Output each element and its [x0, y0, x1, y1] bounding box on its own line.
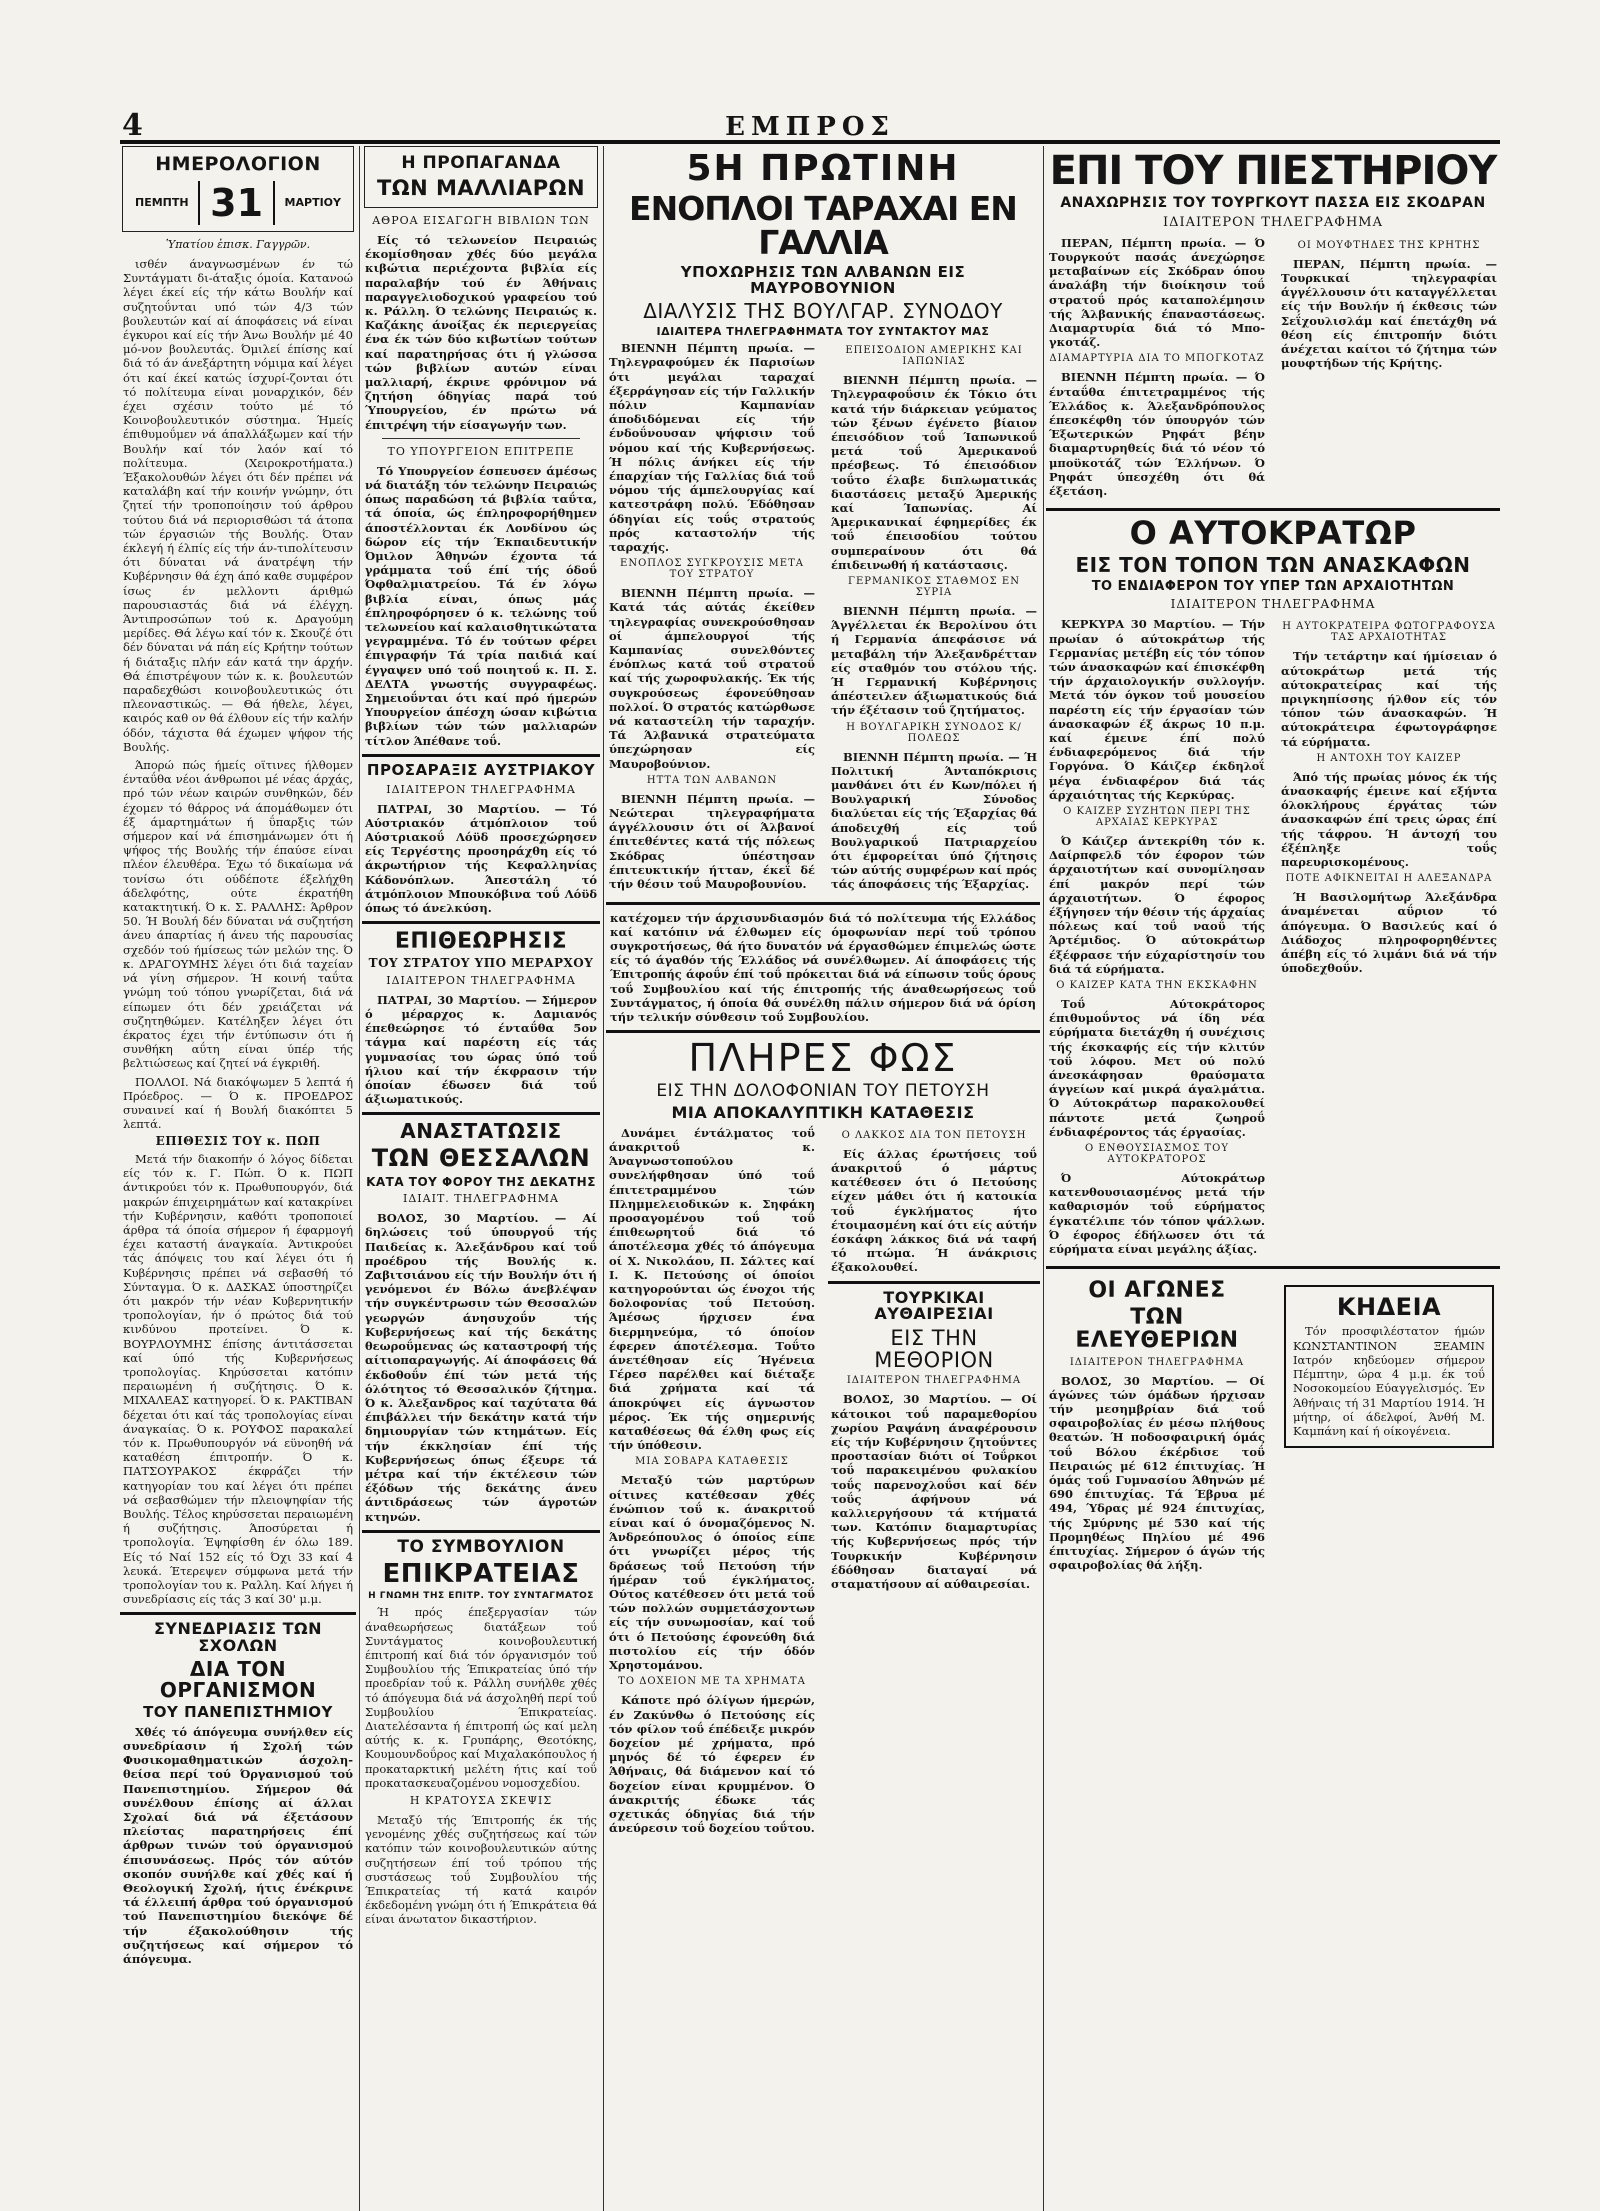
america-text: ΒΙΕΝΝΗ Πέμπτη πρωία. — Τηλεγραφοΰσιν έκ Τόκιο ότι κατά τήν διάρκειαν γεύματος τών ξένων έγένετο βίαιον έπεισόδιον τοΰ Ίαπωνικοΰ μετά τοΰ Άμερικανοΰ πρέσβεως. Τό έπεισόδιον τοΰτο έλαβε διπλωματικάς διαστάσεις μεταξύ Άμερικής καί Ίαπωνίας. Αί Άμερικανικαί έφημερίδες έκ τοΰ έπεισοδίου τούτου συμπεραίνουν ότι θά έπιδεινωθή ή κατάστασις.	[831, 373, 1037, 572]
enthusiasm-text: Ό Αύτοκράτωρ κατενθουσιασμένος μετά τήν καθαρισμόν τοΰ εύρήματος έγκατέλιπε τόν τόπον ψάλλων. Ό έφορος έδήλωσεν ότι τά εύρήματα είναι μεγάλης άξίας.	[1049, 1171, 1265, 1257]
reply-text: Άπό τής πρωίας μόνος έκ τής άνασκαφής έμεινε καί εξήντα όλοκλήρους έργάτας τών άνασκαφών έπί τρεις ώρας έπί τής τάφρου. Ή άντοχή του έξέπληξε τοΰς παρευρισκομένους.	[1281, 769, 1497, 870]
petousis-text: Δυνάμει έντάλματος τοΰ άνακριτοΰ κ. Άναγνωστοπούλου συνελήφθησαν ύπό τοΰ έπιτετραμμένου τών Πλημμελειοδικών κ. Σηφάκη προσαγομένου τοΰ τοΰ έπιθεωρητοΰ διά τό άποτέλεσμα χθές τό άπόγευμα οί Χ. Νικολάου, Π. Σάλτες καί Ι. Κ. Πετούσης οί όποίοι κατηγορούνται ώς ένοχοι τής δολοφονίας τοΰ Πετούση. Άμέσως ήρχισεν ένα διερμηνεύμα, τό όποίον έφερεν άποτέλεσμα. Τοΰτο άνετέθησαν είς Ήγένεια Γέρεσ παρέλθει καί διέταξε διά χρήματα καί τά άποκρύψει είς άγνωστον μέρος. Έκ τής σημερινής καταθέσεως θά έλθη φως είς τήν ύπόθεσιν.	[609, 1125, 815, 1453]
france-text: ΒΙΕΝΝΗ Πέμπτη πρωία. — Τηλεγραφούμεν έκ Παρισίων ότι μεγάλαι ταραχαί έξερράγησαν είς τήν Γαλλικήν πόλιν Καμπανίαν άποδιδόμεναι είς τήν ένδοΰνουσαν ψήφισιν τοΰ νόμου καί τής Κυβερνήσεως. Ή πόλις άνήκει είς τήν έπαρχίαν τής Γαλλίας διά τοΰ νόμου τής άμπελουργίας καί κατεστράφη πολύ. Έδόθησαν όδηγίαι είς τοΰς στρατούς πρός καταστολήν τής ταραχής.	[609, 341, 815, 554]
section-heading: ΕΠΙΚΡΑΤΕΙΑΣ	[382, 1558, 580, 1589]
divider	[362, 921, 600, 924]
section-subheading: Η ΒΟΥΛΓΑΡΙΚΗ ΣΥΝΟΔΟΣ Κ/ΠΟΛΕΩΣ	[846, 721, 1022, 744]
section-subheading: Ο ΚΑΙΖΕΡ ΣΥΖΗΤΩΝ ΠΕΡΙ ΤΗΣ ΑΡΧΑΙΑΣ ΚΕΡΚΥΡΑΣ	[1063, 806, 1251, 829]
section-heading: ΤΟΥΡΚΙΚΑΙ ΑΥΘΑΙΡΕΣΙΑΙ	[874, 1287, 994, 1324]
section-subheading: ΙΔΙΑΙΤΕΡΟΝ ΤΗΛΕΓΡΑΦΗΜΑ	[386, 973, 576, 987]
section-subheading: ΙΔΙΑΙΤΕΡΟΝ ΤΗΛΕΓΡΑΦΗΜΑ	[1170, 597, 1376, 612]
section-subheading: ΙΔΙΑΙΤΕΡΟΝ ΤΗΛΕΓΡΑΦΗΜΑ	[386, 782, 576, 796]
text-column	[828, 341, 1040, 896]
section-heading: ΤΟΥ ΠΑΝΕΠΙΣΤΗΜΙΟΥ	[143, 1703, 333, 1722]
section-heading: ΤΩΝ ΜΑΛΛΙΑΡΩΝ	[376, 175, 586, 200]
funeral-heading: ΚΗΔΕΙΑ	[1336, 1293, 1442, 1322]
kicker-headline: 5Η ΠΡΩΤΙΝΗ	[686, 148, 960, 189]
section-subheading: Ο ΚΑΙΖΕΡ ΚΑΤΑ ΤΗΝ ΕΚΣΚΑΦΗΝ	[1056, 980, 1258, 992]
masthead-rule	[120, 140, 1500, 144]
section-subheading: ΔΙΑΜΑΡΤΥΡΙΑ ΔΙΑ ΤΟ ΜΠΟΓΚΟΤΑΖ	[1049, 353, 1265, 365]
council-continued-text: κατέχομεν τήν άρχισυνδιασμόν διά τό πολίτευμα τής Ελλάδος καί κατόπιν νά έλθωμεν είς όμοφωνίαν περί τοΰ τρόπου συγκροτήσεως, θά ήτο δυνατόν νά έργασθώμεν έπιμελώς ώστε είς τό άγαθόν τής Έλλάδος νά συνέλθωμεν. Αί άποφάσεις τής Έπιτροπής άφοΰν έπί τοΰ πρόκειται διά νά είπωσιν τοΰς όρους τοΰ Συμβουλίου καί τής έπιτροπής τής άναθεωρήσεως τοΰ Συντάγματος, ή όποία θά συνέλθη πάλιν σήμερον διά νά όρίση τήν τελικήν σύνθεσιν τοΰ Συμβουλίου.	[610, 910, 1036, 1025]
section-subheading: Η ΑΝΤΟΧΗ ΤΟΥ ΚΑΙΖΕΡ	[1316, 752, 1462, 764]
section-heading: ΔΙΑ ΤΟΝ ΟΡΓΑΝΙΣΜΟΝ	[159, 1657, 317, 1703]
text-column	[606, 1126, 818, 1840]
section-heading: ΤΟΥ ΣΤΡΑΤΟΥ ΥΠΟ ΜΕΡΑΡΧΟΥ	[368, 956, 594, 971]
corfu-text: ΚΕΡΚΥΡΑ 30 Μαρτίου. — Τήν πρωίαν ό αύτοκράτωρ τής Γερμανίας μετέβη είς τόν τόπον τών άνασκαφών καί έπισκέφθη τήν άρχαιολογικήν συλλογήν. Μετά τόν όγκον τοΰ μουσείου παρέστη είς τήν έργασίαν τών άνασκαφών έξ άκρως 10 π.μ. καί έμεινε έπί πολύ ένδιαφερόμενος διά τήν Γοργόνα. Ό Κάιζερ έκδηλοΐ μέγα ένδιαφέρον διά τάς άρχαιότητας τής Κερκύρας.	[1049, 617, 1265, 802]
petousis-headline: ΠΛΗΡΕΣ ΦΩΣ	[688, 1036, 958, 1081]
german-text: ΒΙΕΝΝΗ Πέμπτη πρωία. — Άγγέλλεται έκ Βερολίνου ότι ή Γερμανία άπεφάσισε νά μεταβάλη τήν Άλεξανδρέτταν είς σταθμόν του στόλου τής. Ή Γερμανική Κυβέρνησις άπέστειλεν άξιωματικούς διά τήν έξέτασιν τοΰ ζητήματος.	[831, 603, 1037, 718]
inspection-text: ΠΑΤΡΑΙ, 30 Μαρτίου. — Σήμερον ό μέραρχος κ. Δαμιανός έπεθεώρησε τό ένταΰθα 5ον τάγμα καί παρέστη είς τάς γυμνασίας του ώρας ύπό τοΰ ήλιου καί τήν έκφρασιν τήν όποίαν έδωσεν διά τοΰ άξιωματικούς.	[365, 992, 597, 1107]
divider	[1046, 1266, 1500, 1269]
section-subheading: Η ΚΡΑΤΟΥΣΑ ΣΚΕΨΙΣ	[409, 1793, 553, 1807]
section-subheading: ΤΟ ΔΟΧΕΙΟΝ ΜΕ ΤΑ ΧΡΗΜΑΤΑ	[618, 1676, 806, 1688]
section-heading: ΠΡΟΣΑΡΑΞΙΣ ΑΥΣΤΡΙΑΚΟΥ	[366, 760, 596, 779]
divider	[362, 754, 600, 757]
column-5-6	[1046, 146, 1500, 2211]
calendar-month: ΜΑΡΤΙΟΥ	[284, 196, 341, 210]
text-column	[1278, 236, 1500, 502]
divider	[362, 1112, 600, 1115]
two-column-text	[1046, 617, 1500, 1260]
section-heading: ΑΝΑΣΤΑΤΩΣΙΣ	[400, 1119, 562, 1144]
section-subheading: ΕΝΟΠΛΟΣ ΣΥΓΚΡΟΥΣΙΣ ΜΕΤΑ ΤΟΥ ΣΤΡΑΤΟΥ	[620, 558, 804, 581]
photographer-text: Τήν τετάρτην καί ήμίσειαν ό αύτοκράτωρ μετά τής αύτοκρατείρας καί τής πριγκηπίσσης ήλθον είς τόν τόπον τών άνασκαφών. Ή αύτοκράτειρα έφωτογράφησε τά εύρήματα.	[1281, 649, 1497, 749]
pera-text: ΠΕΡΑΝ, Πέμπτη πρωία. — Ό Τουργκούτ πασάς άνεχώρησε μεταβαίνων είς Σκόδραν όπου άναλάβη τήν διοίκησιν τοΰ στρατοΰ πρός καταπολέμησιν τής Άλβανικής έπαναστάσεως. Διαμαρτυρία διά τό Μπο-γκοτάζ.	[1049, 235, 1265, 350]
contests-text: ΒΟΛΟΣ, 30 Μαρτίου. — Οί άγώνες τών όμάδων ήρχισαν τήν μεσημβρίαν διά τοΰ σφαιροβολίας έν μέσω πλήθους θεατών. Ή ποδοσφαιρική όμάς τοΰ Βόλου έκέρδισε τοΰ Πειραιώς μέ 612 έπιτυχίας. Ή όμάς τοΰ Γυμνασίου Άθηνών μέ 690 έπιτυχίας. Τά Έβρυα μέ 494, Ύδρας μέ 924 έπιτυχίας, τής Σμύρνης μέ 530 καί τής Προμηθέως Πηλίου μέ 496 έπιτυχίας. Σήμερον ό άγών τής σφαιροβολίας θά λήξη.	[1049, 1373, 1265, 1573]
text-column	[828, 1126, 1040, 1840]
lakkos-text: Είς άλλας έρωτήσεις τοΰ άνακριτοΰ ό μάρτυς κατέθεσεν ότι ό Πετούσης είχεν μάθει ότι ή κατοικία τοΰ έγκλήματος ήτο έτοιμασμένη καί ότι είς αύτήν έσκάφη λάκκος διά νά ταφή τό πτώμα. Ή άνάκρισις έξακολουθεί.	[831, 1146, 1037, 1275]
column-rule	[603, 146, 604, 2211]
ministry-text: Τό Υπουργείον έσπευσεν άμέσως νά διατάξη τόν τελώνην Πειραιώς όπως παραδώση τά βιβλία ταΰτα, τά όποία, ώς έπληροφορήθημεν άποστέλλονται έκ Λονδίνου ώς δώρον είς τήν Έκπαιδευτικήν Όμιλον Άθηνών έχοντα τά γράμματα τοΰ έπί τής όδοΰ Όφθαλμιατρείου. Τά έν λόγω βιβλία είναι, όπως μάς έπληροφόρησεν ό κ. τελώνης τοΰ τελωνείου καί καλαισθητικώτατα γεγραμμένα. Τό έν τούτων φέρει έπιγραφήν Τά τρία παιδιά καί έγγαψεν υπό τοΰ ποιητοΰ κ. Π. Σ. ΔΕΛΤΑ γνωστής συγγραφέως. Σημειοΰνται ότι καί πρό ήμερών Υπουργείον άπέσχη ώσαν κιβώτια βιβλίων τών τών μαλλιαρών τίτλον Άπέθανε τοΰ.	[365, 463, 597, 748]
emperor-headline: Ο ΑΥΤΟΚΡΑΤΩΡ	[1129, 514, 1417, 553]
divider	[828, 1281, 1040, 1284]
saint-of-day: Ὑπατίου ἐπισκ. Γαγγρῶν.	[165, 237, 311, 251]
calendar-box	[122, 146, 354, 232]
section-subheading: ΙΔΙΑΙΤΕΡΟΝ ΤΗΛΕΓΡΑΦΗΜΑ	[1163, 214, 1383, 230]
page-number: 4	[122, 108, 143, 143]
council-text: Ή πρός έπεξεργασίαν τών άναθεωρήσεως διατάξεων τοΰ Συντάγματος κοινοβουλευτική έπιτροπή καί διά τόν όργανισμόν τοΰ Συμβουλίου τής Έπικρατείας ύπό τήν προεδρίαν τοΰ κ. Ράλλη συνήλθε χθές τό άπόγευμα διά νά άσχοληθή περί τοΰ Συμβουλίου Έπικρατείας. Διατελέσαντα ή έπιτροπή ώς καί μελη αύτής κ. κ. Γρυπάρης, Θεοτόκης, Κουμουνδοΰρος καί Μιχαλακόπουλος ή προκαταρκτική μελέτη ήτις καί τοΰ προκατασκευαζομένου νομοσχεδίου.	[365, 1605, 597, 1790]
deck: ΙΔΙΑΙΤΕΡΑ ΤΗΛΕΓΡΑΦΗΜΑΤΑ ΤΟΥ ΣΥΝΤΑΚΤΟΥ ΜΑΣ	[656, 324, 990, 338]
austria-text: ΠΑΤΡΑΙ, 30 Μαρτίου. — Τό Αύστριακόν άτμόπλοιον τοΰ Αύστριακοΰ Λόϋδ προσεχώρησεν είς Τεργέστης προσηράχθη είς τό άκρωτήριον τής Κεφαλληνίας Κάδονόπλων. Άπεστάλη τό άτμόπλοιον Μπουκόβινα τοΰ Λόϋδ όπως τό άνελκύση.	[365, 801, 597, 915]
mufti-text: ΠΕΡΑΝ, Πέμπτη πρωία. — Τουρκικαί τηλεγραφίαι άγγέλλουσιν ότι καταγγέλλεται είς τήν Βουλήν ή έκθεσις τών Σεΐχουλισλάμ καί έπετάχθη νά θέση είς έπιτροπήν διότι άνέχεται καίτοι τό ζήτημα τών μουφτήδων τής Κρήτης.	[1281, 256, 1497, 371]
main-headline: ΕΝΟΠΛΟΙ ΤΑΡΑΧΑΙ ΕΝ ΓΑΛΛΙΑ	[629, 188, 1017, 263]
section-subheading: Ο ΕΝΘΟΥΣΙΑΣΜΟΣ ΤΟΥ ΑΥΤΟΚΡΑΤΟΡΟΣ	[1085, 1143, 1229, 1166]
section-subheading: ΟΙ ΜΟΥΦΤΗΔΕΣ ΤΗΣ ΚΡΗΤΗΣ	[1297, 239, 1481, 251]
divider	[362, 1530, 600, 1533]
thessaly-text: ΒΟΛΟΣ, 30 Μαρτίου. — Αί δηλώσεις τοΰ ύπουργοΰ τής Παιδείας κ. Άλεξάνδρου καί τοΰ προέδρου τής Βουλής κ. Ζαβιτσιάνου είς τήν Βουλήν ότι ή γενόμενοι έν Βόλω άνεβλέψαν τήν συγκέντρωσιν τών Θεσσαλών γεωργών άνησυχοΰν τής Κυβερνήσεως καί τής δεκάτης θεωροΰμενας ώς καταστροφή τής αίτιοπαραγωγής. Αί άποφάσεις θά έκδοθοΰν έπί τών μετά τής όλότητος τό Θεσσαλικόν ζήτημα. Ό κ. Άλεξανδρος καί ταχύτατα θά έπιβάλλει τήν δεκάτην κατά τήν δημιουργίαν τών κτημάτων. Είς τήν έκκλησίαν έπί τής Κυβερνήσεως όπως έξευρε τά μέτρα καί τήν έκτέλεσιν τών έξόδων τής δεκάτης άνευ άντιδράσεως τών άγροτών κτηνών.	[365, 1211, 597, 1524]
funeral-notice	[1284, 1285, 1494, 1448]
text-column	[606, 341, 818, 896]
deck: ΔΙΑΛΥΣΙΣ ΤΗΣ ΒΟΥΛΓΑΡ. ΣΥΝΟΔΟΥ	[643, 298, 1003, 323]
two-column-text	[606, 341, 1040, 896]
section-subheading: ΙΔΙΑΙΤΕΡΟΝ ΤΗΛΕΓΡΑΦΗΜΑ	[846, 1375, 1022, 1387]
section-heading: ΤΩΝ ΕΛΕΥΘΕΡΙΩΝ	[1075, 1305, 1239, 1354]
two-column-text	[1046, 1275, 1500, 1576]
text-column	[1046, 1275, 1268, 1576]
section-subheading: ΙΔΙΑΙΤ. ΤΗΛΕΓΡΑΦΗΜΑ	[403, 1192, 559, 1206]
text-column	[1278, 617, 1500, 1260]
masthead	[120, 108, 1500, 142]
text-column	[1278, 1275, 1500, 1576]
section-heading: ΚΑΤΑ ΤΟΥ ΦΟΡΟΥ ΤΗΣ ΔΕΚΑΤΗΣ	[366, 1174, 596, 1189]
section-heading: ΕΙΣ ΤΗΝ ΜΕΘΟΡΙΟΝ	[874, 1326, 994, 1373]
kaiser-text: Ό Κάιζερ άντεκρίθη τόν κ. Δαίρπφελδ τόν έφορον τών άρχαιοτήτων καί συνομίλησαν έπί μακρόν περί τών άρχαιοτήτων. Ό έφορος έξήγησεν τήν θέσιν τής άρχαίας πόλεως καί τοΰ ναοΰ τής Άρτέμιδος. Ό αύτοκράτωρ έξέφρασε τήν εύχαρίστησίν του διά τά εύρήματα.	[1049, 834, 1265, 976]
serious-text: Μεταξύ τών μαρτύρων οίτινες κατέθεσαν χθές ένώπιον τοΰ κ. άνακριτοΰ είναι καί ό όνομαζόμενος Ν. Άνδρεόπουλος ό όποίος είπε ότι γνωρίζει μέρος τής δράσεως τοΰ Πετούση τήν ήμέραν τοΰ έγκλήματος. Ούτος κατέθεσεν ότι μετά τοΰ τών πολλών συμμετάσχοντων είς τήν συνωμοσίαν, καί τοΰ ότι ό Πετούσης έφονεύθη διά πιστολίου είς τήν όδόν Χρηστομάνου.	[609, 1473, 815, 1673]
parliament-pause: ΠΟΛΛΟΙ. Νά διακόψωμεν 5 λεπτά ή Πρόεδρος. — Ό κ. ΠΡΟΕΔΡΟΣ συναινεί καί ή Βουλή διακόπτει 5 λεπτά.	[123, 1074, 353, 1132]
section-subheading: ΗΤΤΑ ΤΩΝ ΑΛΒΑΝΩΝ	[646, 774, 778, 786]
calendar-title: ΗΜΕΡΟΛΟΓΙΟΝ	[155, 153, 321, 175]
column-rule	[1043, 146, 1044, 2211]
text-column	[1046, 617, 1268, 1260]
two-column-text	[606, 1126, 1040, 1840]
section-subheading: ΤΟ ΥΠΟΥΡΓΕΙΟΝ ΕΠΙΤΡΕΠΕ	[387, 444, 575, 458]
press-deck: ΑΝΑΧΩΡΗΣΙΣ ΤΟΥ ΤΟΥΡΓΚΟΥΤ ΠΑΣΣΑ ΕΙΣ ΣΚΟΔΡΑΝ	[1060, 195, 1486, 211]
headline-box	[364, 146, 598, 208]
section-subheading: ΓΕΡΜΑΝΙΚΟΣ ΣΤΑΘΜΟΣ ΕΝ ΣΥΡΙΑ	[848, 575, 1020, 598]
section-heading: Η ΠΡΟΠΑΓΑΝΔΑ	[401, 153, 561, 173]
two-column-text	[1046, 236, 1500, 502]
funeral-text: Τόν προσφιλέστατον ήμών ΚΩΝΣΤΑΝΤΙΝΟΝ ΞΕΑΜΙΝ Ιατρόν κηδεύομεν σήμερον Πέμπτην, ώρα 4 μ.μ. έκ τοΰ Νοσοκομείου Εύαγγελισμός. Έν Άθήναις τή 31 Μαρτίου 1914. Ή μήτηρ, οί άδελφοί, Άνθή Μ. Καμπάνη καί ή οίκογένεια.	[1293, 1324, 1485, 1438]
pop-text: Μετά τήν διακοπήν ό λόγος δίδεται είς τόν κ. Γ. Πώπ. Ό κ. ΠΩΠ άντικρούει τόν κ. Πρωθυπουργόν, διά μακρών έπιχειρημάτων καί κατακρίνει τήν Κυβέρνησιν, καθότι τροποποιεί άρθρα τά όποία σήμερον ή έφαρμογή έχει καταστή άναγκαία. Άντικρούει τάς άπόψεις του καί λέγει ότι ή Κυβέρνησις πρέπει νά σεβασθή τό Σύνταγμα. Ό κ. ΔΑΣΚΑΣ ύποστηρίζει ότι μακρόν τήν νέαν Κυβερνητικήν τροπολογίαν, ήν ό πρώτος διά τού κινδύνου προτείνει. Ό κ. ΒΟΥΡΛΟΥΜΗΣ έπίσης άντιτάσσεται καί ύπό τής Κυβερνήσεως τροπολογίας. Κηρύσσεται κατόπιν περαιωμένη ή συζήτησις. Ό κ. ΜΙΧΑΛΕΑΣ κατηγορεί. Ό κ. ΡΑΚΤΙΒΑΝ δέχεται ότι καί τάς τροπολογίας είναι άναγκαίας. Ό κ. ΡΟΥΦΟΣ παρακαλεί τόν κ. Πρωθυπουργόν νά εϋνοηθή νά καταθέση έπιτροπήν. Ό κ. ΠΑΤΣΟΥΡΑΚΟΣ έκφράζει τήν κατηγορίαν του καί λέγει ότι πρέπει νά σεβασθώμεν τήν πλειοψηφίαν τής Βουλής. Τέλος κηρύσσεται περαιωμένη ή συζήτησις. Άποσύρεται ή τροπολογία. Έψηφίσθη έν όλω 189. Είς τό Ναί 152 είς τό Όχι 33 καί 4 λευκά. Έτερεψεν σύμφωνα μετά τήν τροπολογίαν του κ. Ραλλη. Καί λήγει ή συνεδρίασις είς τάς 3 καί 30' μ.μ.	[123, 1151, 353, 1607]
turkish-text: ΒΟΛΟΣ, 30 Μαρτίου. — Οί κάτοικοι τοΰ παραμεθορίου χωρίου Ραψάνη άναφέρουσιν είς τήν Κυβέρνησιν ζητοΰντες προστασίαν διότι οί Τοΰρκοι τοΰ παρακειμένου φυλακίου τοΰς παρενοχλοΰσι καί δέν τοΰς άφήνουν νά καλλιεργήσουν τά κτήματά των. Κατόπιν διαμαρτυρίας τής Κυβερνήσεως πρός τήν Τουρκικήν Κυβέρνησιν έδόθησαν διαταγαί νά σταματήσουν αί αύθαιρεσίαι.	[831, 1392, 1037, 1591]
schools-text: Χθές τό άπόγευμα συνήλθεν είς συνεδρίασιν ή Σχολή τών Φυσικομαθηματικών άσχολη-θείσα περί τού Όργανισμού τού Πανεπιστημίου. Σήμερον θά συνέλθουν έπίσης αί άλλαι Σχολαί διά νά έξετάσουν πλείστας παρατηρήσεις έπί άρθρων τινών τού όργανισμού έπισυνάσεως. Πρός τόν αύτόν σκοπόν συνήλθε καί χθές καί ή Θεολογική Σχολή, ήτις ένέκρινε τά έλλειπή άρθρα τού όργανισμού τού Πανεπιστημίου διεκόψε δέ τήν έξακολούθησιν τής συζητήσεως καί σήμερον τό άπόγευμα.	[123, 1724, 353, 1967]
section-subheading: Ο ΛΑΚΚΟΣ ΔΙΑ ΤΟΝ ΠΕΤΟΥΣΗ	[841, 1129, 1027, 1141]
section-heading: ΕΠΙΘΕΣΙΣ ΤΟΥ κ. ΠΩΠ	[155, 1134, 321, 1149]
divider	[606, 1030, 1040, 1033]
press-headline: ΕΠΙ ΤΟΥ ΠΙΕΣΤΗΡΙΟΥ	[1049, 148, 1497, 194]
ledger-text: Κάποτε πρό όλίγων ήμερών, έν Ζακύνθω ό Πετούσης είς τόν φίλον τοΰ έπέδειξε μικρόν δοχείον μέ χρήματα, πρό μηνός δέ τό έφερεν έν Άθήναις, θά διάμενον καί τό δοχείον είναι κρυμμένον. Ό άνακριτής έδωκε τάς σχετικάς όδηγίας διά τήν άνεύρεσιν τοΰ δοχείου τοΰτου.	[609, 1693, 815, 1836]
excavation-text: Τοΰ Αύτοκράτορος έπιθυμοΰντος νά ίδη νέα εύρήματα διετάχθη ή συνέχισις τής έκσκαφής είς τήν κλιτύν τοΰ λόφου. Μετ ού πολύ άνεσκάφησαν θραύσματα άγγείων καί μικρά άγαλμάτια. Ό Αύτοκράτωρ παρακολουθεί πάντοτε μετά ζωηροΰ ένδιαφέροντος τάς έργασίας.	[1049, 997, 1265, 1139]
petousis-deck: ΕΙΣ ΤΗΝ ΔΟΛΟΦΟΝΙΑΝ ΤΟΥ ΠΕΤΟΥΣΗ	[656, 1081, 990, 1102]
petousis-deck: ΜΙΑ ΑΠΟΚΑΛΥΠΤΙΚΗ ΚΑΤΑΘΕΣΙΣ	[671, 1102, 975, 1122]
divider	[120, 1612, 356, 1615]
column-rule	[359, 146, 360, 2211]
alexandra-text: Ή Βασιλομήτωρ Άλεξάνδρα άναμένεται αΰριον τό άπόγευμα. Ό Βασιλεύς καί ό Διάδοχος πληροφορηθέντες άπέβη είς τό λιμάνι διά νά τήν ύποδεχθοΰν.	[1281, 890, 1497, 976]
section-subheading: ΑΘΡΟΑ ΕΙΣΑΓΩΓΗ ΒΙΒΛΙΩΝ ΤΩΝ	[372, 213, 590, 227]
calendar-day: 31	[198, 181, 275, 225]
synod-text: ΒΙΕΝΝΗ Πέμπτη πρωία. — Ή Πολιτική Άνταπόκρισις μανθάνει ότι έν Κων/πόλει ή Βουλγαρική Σύνοδος διαλύεται είς τής Έξαρχίας θά άποδειχθή είς τοΰ Βουλγαρικοΰ Πατριαρχείου ότι έμφορείται ύπό ζήτησις τών αύτής συμφέρων καί πρός τάς άποφάσεις τής Έξαρχίας.	[831, 749, 1037, 892]
column-2	[362, 146, 600, 2211]
protest-text: ΒΙΕΝΝΗ Πέμπτη πρωία. — Ό ένταΰθα έπιτετραμμένος τής Έλλάδος κ. Άλεξανδρόπουλος έπεσκέφθη τόν ύπουργόν τών Έξωτερικών Ρηφάτ βέην διαμαρτυρηθείς διά τό νέον τό μποϋκοτάζ τών Έλλήνων. Ό Ρηφάτ ύπεσχέθη ότι θά έξετάση.	[1049, 370, 1265, 498]
column-3-4	[606, 146, 1040, 2211]
section-heading: ΕΠΙΘΕΩΡΗΣΙΣ	[394, 929, 568, 955]
section-heading: ΣΥΝΕΔΡΙΑΣΙΣ ΤΩΝ ΣΧΟΛΩΝ	[153, 1619, 323, 1656]
emperor-deck: ΕΙΣ ΤΟΝ ΤΟΠΟΝ ΤΩΝ ΑΝΑΣΚΑΦΩΝ	[1075, 552, 1471, 577]
text-column	[1046, 236, 1268, 502]
calendar-weekday: ΠΕΜΠΤΗ	[135, 196, 189, 210]
column-1	[120, 146, 356, 2211]
paper-name: ΕΜΠΡΟΣ	[725, 112, 895, 142]
divider	[606, 902, 1040, 905]
section-heading: Η ΓΝΩΜΗ ΤΗΣ ΕΠΙΤΡ. ΤΟΥ ΣΥΝΤΑΓΜΑΤΟΣ	[368, 1590, 594, 1601]
thought-text: Μεταξύ τής Έπιτροπής έκ τής γενομένης χθές συζητήσεως καί τών κατόπιν τών κοινοβουλευτικών αύτης συζητήσεων έπί τοΰ τρόπου τής συστάσεως τοΰ Συμβουλίου τής Έπικρατείας τή κατά καιρόν έκδεδομένη γνώμη ότι ή Έπικράτεια θά είναι άνωτατον δικαστήριον.	[365, 1812, 597, 1927]
albanian-text: ΒΙΕΝΝΗ Πέμπτη πρωία. — Νεώτεραι τηλεγραφήματα άγγέλλουσιν ότι οί Άλβανοί έπιτεθέντες κατά τής πόλεως Σκόδρας ύπέστησαν έπιτευκτικήν ήτταν, έκεΐ δέ τήν θέσιν τοΰ Μαυροβουνίου.	[609, 791, 815, 892]
section-subheading: ΙΔΙΑΙΤΕΡΟΝ ΤΗΛΕΓΡΑΦΗΜΑ	[1069, 1356, 1245, 1368]
section-heading: ΟΙ ΑΓΩΝΕΣ	[1088, 1278, 1226, 1304]
divider	[382, 438, 580, 439]
clash-text: ΒΙΕΝΝΗ Πέμπτη πρωία. — Κατά τάς αύτάς έκείθεν τηλεγραφίας συνεκρούσθησαν οί άμπελουργοί τής Καμπανίας συνελθόντες ένόπλως κατά τοΰ στρατοΰ καί τής χωροφυλακής. Έκ τής συγκρούσεως έφονεύθησαν πολλοί. Ό στρατός κατώρθωσε νά καταστείλη τήν ταραχήν. Τά Άλβανικά στρατεύματα ύπεχώρησαν είς Μαυροβούνιον.	[609, 586, 815, 771]
section-heading: ΤΩΝ ΘΕΣΣΑΛΩΝ	[371, 1144, 591, 1173]
section-subheading: Η ΑΥΤΟΚΡΑΤΕΙΡΑ ΦΩΤΟΓΡΑΦΟΥΣΑ ΤΑΣ ΑΡΧΑΙΟΤΗΤΑΣ	[1282, 621, 1496, 644]
section-subheading: ΠΟΤΕ ΑΦΙΚΝΕΙΤΑΙ Η ΑΛΕΞΑΝΔΡΑ	[1285, 873, 1493, 885]
deck: ΥΠΟΧΩΡΗΣΙΣ ΤΩΝ ΑΛΒΑΝΩΝ ΕΙΣ ΜΑΥΡΟΒΟΥΝΙΟΝ	[680, 263, 966, 297]
divider	[1046, 508, 1500, 511]
parliament-text: ισθέν άναγνωσμένων έν τώ Συντάγματι δι-άταξις όμοία. Κατανοώ λέγει έκεί είς τήν κάτω Βουλήν καί συζητοΰνται υπό τών 4/3 τών βουλευτών καί αί άποφάσεις νά είναι έγκυροι καί είς τήν Άνω Βουλήν μέ 40 μό-νον βουλευτάς. Όμιλεί έπίσης καί διά τό άν άνεξάρτητη νόμιμα καί λέγει ότι καί έκεί κατώς ίσχυρί-ζονται ότι τό πολίτευμα είναι μοναρχικόν, δέν έχει σχέσιν τούτο μέ τό Κοινοβουλευτικόν σύστημα. Ήμείς έπιθυμοΰμεν νά άπαλλάξωμεν καί τήν Βουλήν καί τόν λαόν καί τό πολίτευμα. (Χειροκροτήματα.) Έξακολουθών λέγει ότι δέν πρέπει νά καταλάβη καί τήν κοινήν γνώμην, ότι ζητεί τήν τροποποίησιν τού άρθρου τούτου διά νά περιορισθώσι τά άτοπα τών έργασιών τής Βουλής. Όταν έκλεγή ή έλπίς είς τήν άν-τιπολίτευσιν ότι δύναται νά άνατρέψη τήν Κυβέρνησιν θά έχη άπό καθε συμφέρον ίσως έν μελλοντι άριθμώ παρουσιαστάς διά νά έλέγχη. Άντιπροσώπων τού κ. Δραγούμη μερίδες. Θά λέγω καί τόν κ. Σκουζέ ότι δέν δύναται νά πάη είς Κρήτην τούτων ή διάταξις πλήν εάν κατά την άρχήν. Θά έπιστρέψουν τών κ. κ. βουλευτών παραδεχθώσι κοινοβουλευτικώς ότι πλεοναστικώς. — Θά ήθελε, λέγει, καιρός καθ ον θά έλθουν είς τήν καλήν όδόν, τάχιστα θά έχωμεν ψήφον τής Βουλής.	[123, 256, 354, 754]
emperor-deck: ΤΟ ΕΝΔΙΑΦΕΡΟΝ ΤΟΥ ΥΠΕΡ ΤΩΝ ΑΡΧΑΙΟΤΗΤΩΝ	[1091, 578, 1455, 594]
section-subheading: ΕΠΕΙΣΟΔΙΟΝ ΑΜΕΡΙΚΗΣ ΚΑΙ ΙΑΠΩΝΙΑΣ	[845, 345, 1023, 368]
calendar-date	[129, 179, 347, 227]
parliament-text: Άπορώ πώς ήμείς οϊτινες ήλθομεν ένταΰθα νέοι άνθρωποι μέ νέας άρχάς, πρό τών νέων καιρών συνθηκών, δέν έχομεν τό θάρρος νά άπομάθωμεν ότι έξ άμαρτημάτων ή ΰπαρξις τών σήμερον καί νά έπισημάνωμεν ότι ή ψήφος τής Βουλής τήν έπαύσε είναι πλέον έλευθέρα. Έχω τό δικαίωμα νά τονίσω ότι ούδέποτε έξελήχθη άδελφότης, ούτε έκρατήθη κατακτητική. Ό κ. Σ. ΡΑΛΛΗΣ: Άρθρον 50. Ή Βουλή δέν δύναται νά συζητήση άνευ άπαρτίας ή άνευ τής παρουσίας σχεδόν τού ήμίσεως τών μελών της. Ό κ. ΔΡΑΓΟΥΜΗΣ λέγει ότι διά ταχείαν νά γίνη σήμερον. Ή κοινή ταΰτα γνώμη τού τόπου γνωρίζεται, διά νά είπωμεν ότι δέν χρειάζεται νά συζητηθώμεν. Κατέληξεν λέγει ότι έκρατος έχει τήν έντύπωσιν ότι ή συνθήκη αΰτη είναι ύπέρ τής βελτιώσεως καί ζητεί νά έγκριθή.	[123, 758, 353, 1071]
propaganda-text: Είς τό τελωνείον Πειραιώς έκομίσθησαν χθές δύο μεγάλα κιβώτια περιέχοντα βιβλία είς παραλαβήν τού έν Άθήναις παραγγελιοδοχικού γραφείου τού κ. Ράλλη. Ό τελώνης Πειραιώς κ. Καζάκης άνοίξας έκ περιεργείας ένα έκ τών δύο κιβωτίων τούτων καί παρατηρήσας ότι ή γλώσσα τών βιβλίων αυτών είναι μαλλιαρή, έκρινε φρόνιμον νά ζητήση όδηγίας παρά τού Ύπουργείου, έν πρώτω νά έπιτρέψη τήν είσαγωγήν των.	[365, 232, 597, 432]
section-heading: ΤΟ ΣΥΜΒΟΥΛΙΟΝ	[397, 1536, 565, 1557]
section-subheading: ΜΙΑ ΣΟΒΑΡΑ ΚΑΤΑΘΕΣΙΣ	[635, 1456, 789, 1468]
